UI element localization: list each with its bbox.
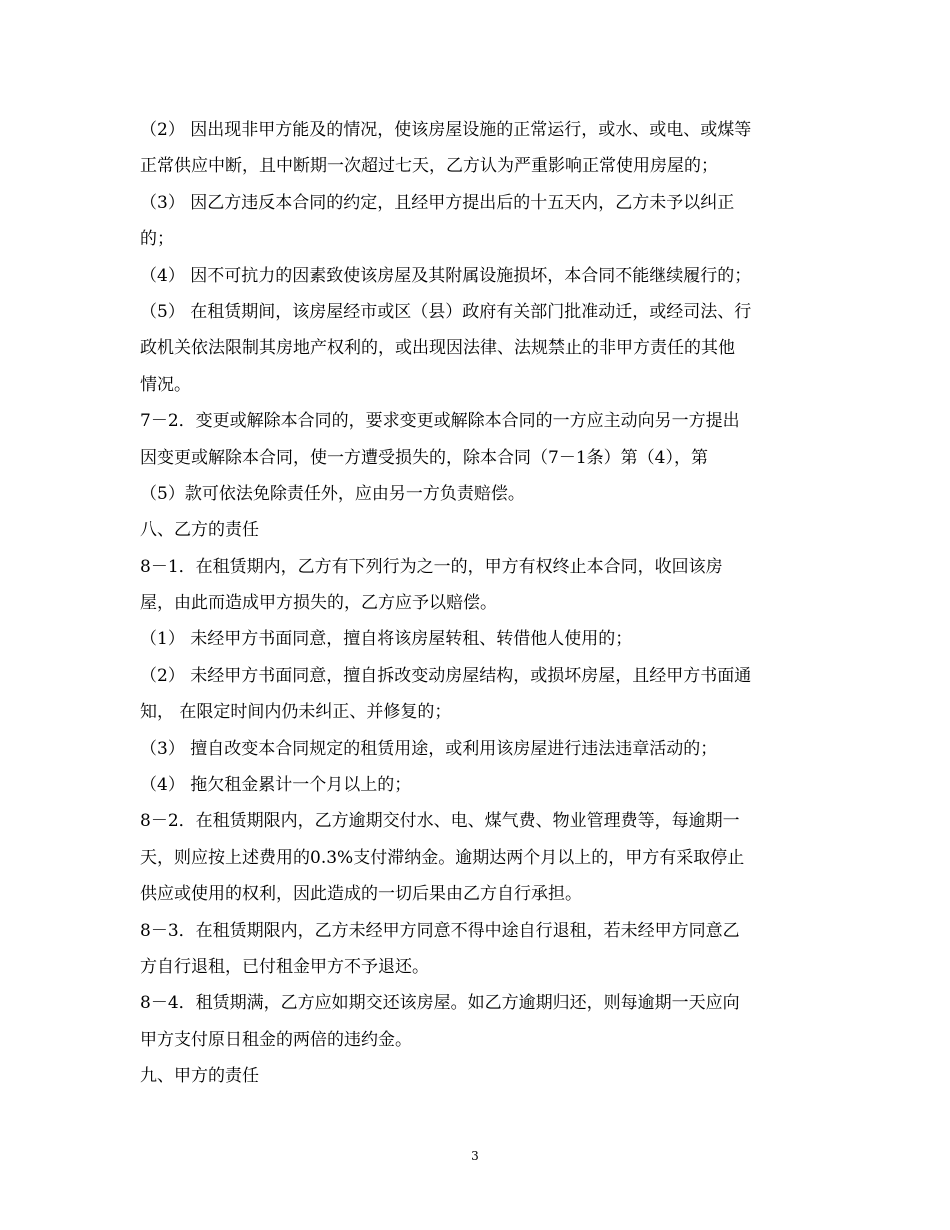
text-line: 7－2．变更或解除本合同的，要求变更或解除本合同的一方应主动向另一方提出	[140, 411, 740, 432]
text-line: 知， 在限定时间内仍未纠正、并修复的；	[140, 702, 452, 723]
text-line: （5）款可依法免除责任外，应由另一方负责赔偿。	[140, 483, 525, 504]
text-line: 甲方支付原日租金的两倍的违约金。	[140, 1029, 412, 1050]
section-heading: 九、甲方的责任	[140, 1066, 259, 1087]
text-line: 天，则应按上述费用的0.3%支付滞纳金。逾期达两个月以上的，甲方有采取停止	[140, 847, 745, 868]
text-line: （5） 在租赁期间，该房屋经市或区（县）政府有关部门批准动迁，或经司法、行	[140, 301, 752, 322]
text-line: （3） 因乙方违反本合同的约定，且经甲方提出后的十五天内，乙方未予以纠正	[140, 192, 735, 213]
text-line: （1） 未经甲方书面同意，擅自将该房屋转租、转借他人使用的；	[140, 629, 633, 650]
text-line: 政机关依法限制其房地产权利的，或出现因法律、法规禁止的非甲方责任的其他	[140, 338, 735, 359]
text-line: 8－1．在租赁期内，乙方有下列行为之一的，甲方有权终止本合同，收回该房	[140, 556, 723, 577]
page-number: 3	[471, 1149, 479, 1163]
text-line: 情况。	[140, 374, 191, 395]
text-line: 方自行退租，已付租金甲方不予退还。	[140, 956, 429, 977]
document-body	[140, 112, 820, 1095]
text-line: 的；	[140, 229, 174, 250]
text-line: 供应或使用的权利，因此造成的一切后果由乙方自行承担。	[140, 884, 582, 905]
text-line: （2） 未经甲方书面同意，擅自拆改变动房屋结构，或损坏房屋，且经甲方书面通	[140, 665, 752, 686]
text-line: 8－4．租赁期满，乙方应如期交还该房屋。如乙方逾期归还，则每逾期一天应向	[140, 993, 740, 1014]
text-line: 8－2．在租赁期限内，乙方逾期交付水、电、煤气费、物业管理费等，每逾期一	[140, 811, 740, 832]
text-line: （4） 因不可抗力的因素致使该房屋及其附属设施损坏，本合同不能继续履行的；	[140, 265, 752, 286]
text-line: 屋，由此而造成甲方损失的，乙方应予以赔偿。	[140, 593, 497, 614]
text-line: （2） 因出现非甲方能及的情况，使该房屋设施的正常运行，或水、或电、或煤等	[140, 120, 752, 140]
text-line: 正常供应中断，且中断期一次超过七天，乙方认为严重影响正常使用房屋的；	[140, 156, 718, 177]
section-heading: 八、乙方的责任	[140, 520, 259, 541]
text-line: （3） 擅自改变本合同规定的租赁用途，或利用该房屋进行违法违章活动的；	[140, 738, 718, 759]
text-line: 因变更或解除本合同，使一方遭受损失的，除本合同（7－1条）第（4），第	[140, 447, 708, 468]
text-line: 8－3．在租赁期限内，乙方未经甲方同意不得中途自行退租，若未经甲方同意乙	[140, 920, 740, 941]
text-line: （4） 拖欠租金累计一个月以上的；	[140, 775, 412, 796]
